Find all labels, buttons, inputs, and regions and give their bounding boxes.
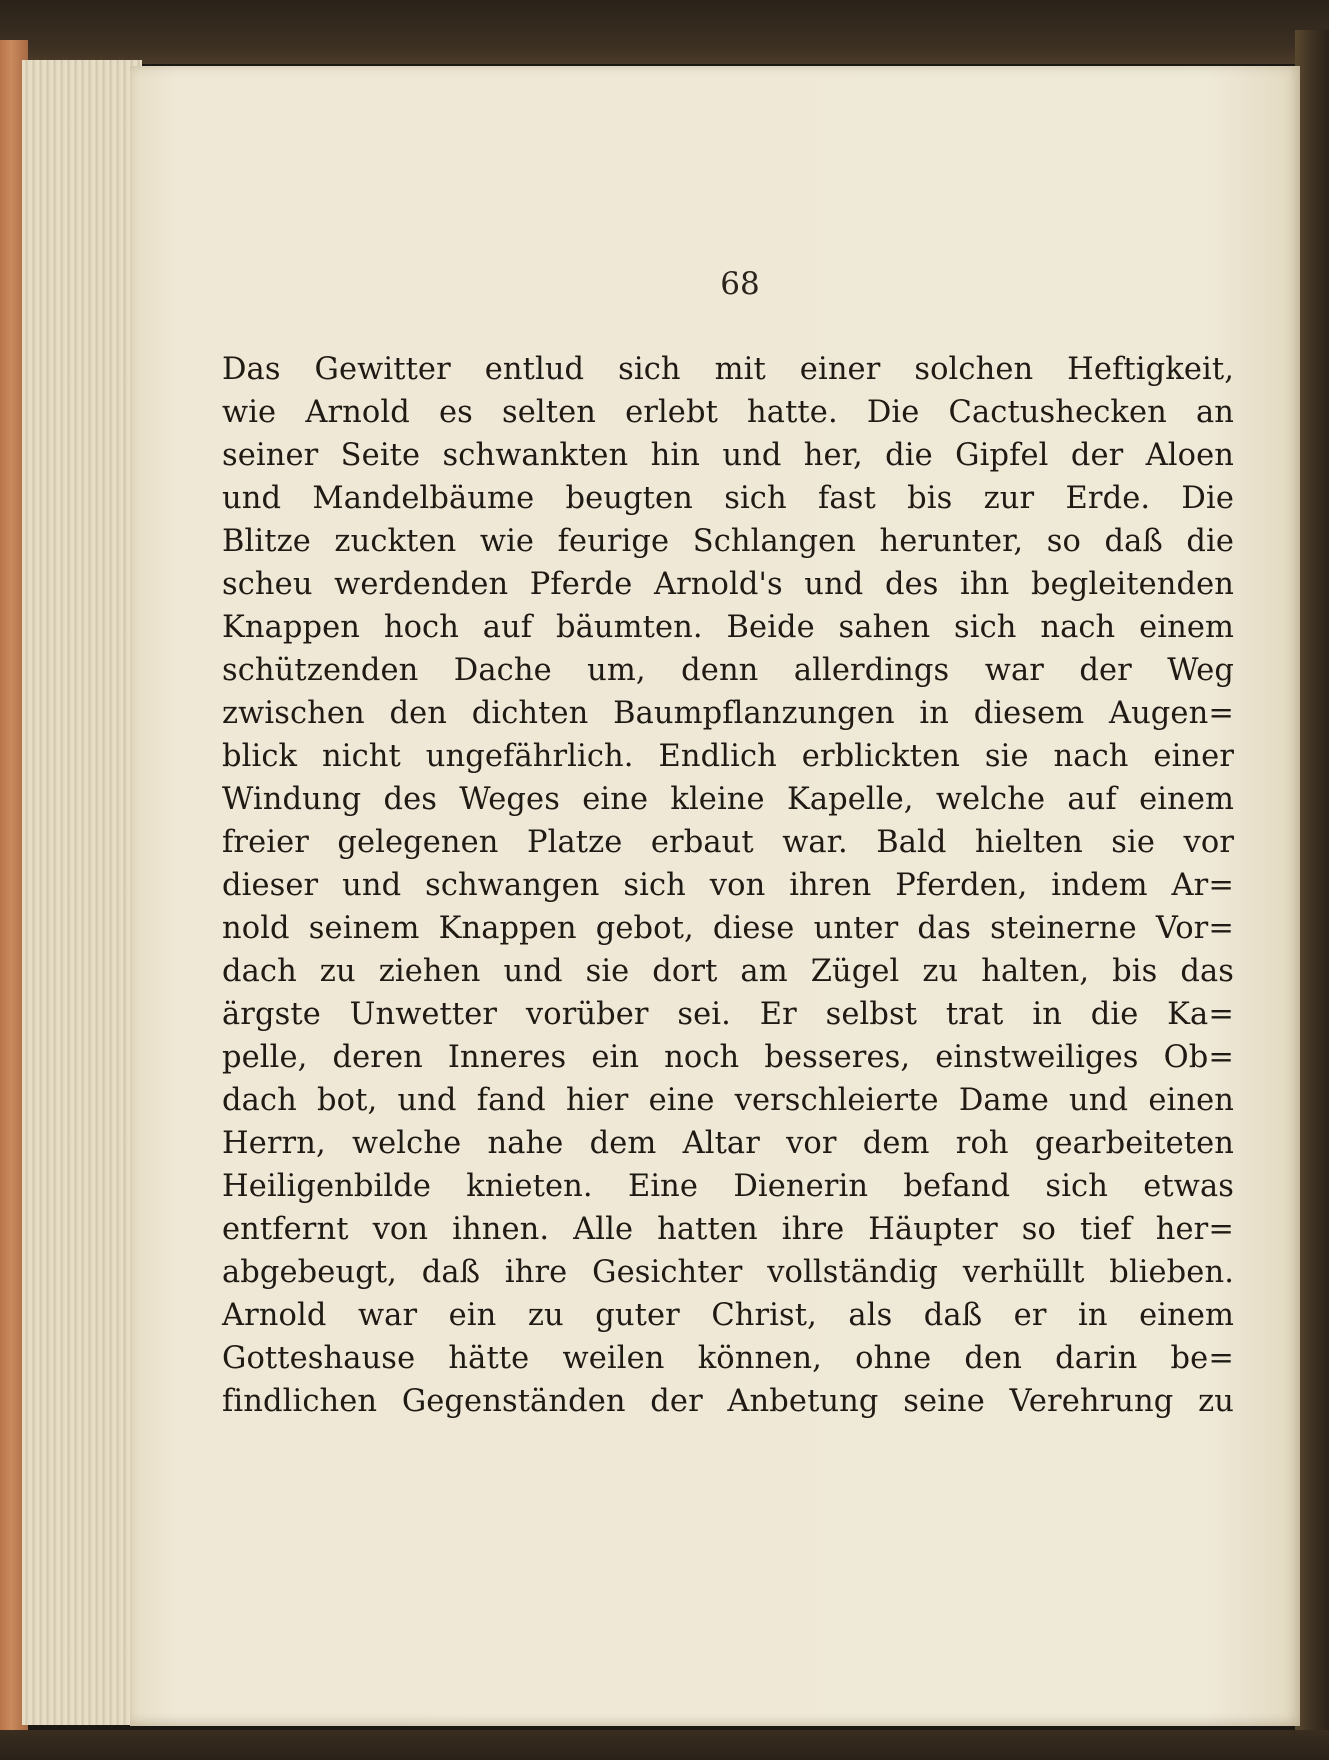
text-line: seiner Seite schwankten hin und her, die Gipfel der Aloen: [222, 438, 1234, 473]
text-line: zwischen den dichten Baumpflanzungen in diesem Augen=: [222, 696, 1234, 731]
text-line: findlichen Gegenständen der Anbetung seine Verehrung zu: [222, 1384, 1234, 1419]
text-line: Heiligenbilde knieten. Eine Dienerin befand sich etwas: [222, 1169, 1234, 1204]
text-line: abgebeugt, daß ihre Gesichter vollständig verhüllt blieben.: [222, 1255, 1234, 1290]
text-line: blick nicht ungefährlich. Endlich erblickten sie nach einer: [222, 739, 1234, 774]
text-line: Blitze zuckten wie feurige Schlangen herunter, so daß die: [222, 524, 1234, 559]
text-line: schützenden Dache um, denn allerdings war der Weg: [222, 653, 1234, 688]
book-cover-right: [1295, 30, 1329, 1730]
text-line: scheu werdenden Pferde Arnold's und des ihn begleitenden: [222, 567, 1234, 602]
text-line: Arnold war ein zu guter Christ, als daß er in einem: [222, 1298, 1234, 1333]
book-cover-top: [0, 0, 1329, 64]
text-line: dieser und schwangen sich von ihren Pferden, indem Ar=: [222, 868, 1234, 903]
text-line: wie Arnold es selten erlebt hatte. Die Cactushecken an: [222, 395, 1234, 430]
text-line: dach bot, und fand hier eine verschleierte Dame und einen: [222, 1083, 1234, 1118]
book-cover-bottom: [0, 1730, 1329, 1760]
text-line: Gotteshause hätte weilen können, ohne den darin be=: [222, 1341, 1234, 1376]
text-line: Knappen hoch auf bäumten. Beide sahen sich nach einem: [222, 610, 1234, 645]
text-line: Windung des Weges eine kleine Kapelle, welche auf einem: [222, 782, 1234, 817]
text-line: nold seinem Knappen gebot, diese unter das steinerne Vor=: [222, 911, 1234, 946]
text-line: Das Gewitter entlud sich mit einer solchen Heftigkeit,: [222, 352, 1234, 387]
text-line: entfernt von ihnen. Alle hatten ihre Häupter so tief her=: [222, 1212, 1234, 1247]
text-line: freier gelegenen Platze erbaut war. Bald hielten sie vor: [222, 825, 1234, 860]
text-line: pelle, deren Inneres ein noch besseres, einstweiliges Ob=: [222, 1040, 1234, 1075]
text-line: und Mandelbäume beugten sich fast bis zur Erde. Die: [222, 481, 1234, 516]
text-line: Herrn, welche nahe dem Altar vor dem roh gearbeiteten: [222, 1126, 1234, 1161]
text-line: dach zu ziehen und sie dort am Zügel zu halten, bis das: [222, 954, 1234, 989]
page-stack-edges: [22, 60, 142, 1725]
page-number: 68: [720, 266, 760, 302]
text-line: ärgste Unwetter vorüber sei. Er selbst trat in die Ka=: [222, 997, 1234, 1032]
page-body-text: [222, 348, 1234, 1423]
